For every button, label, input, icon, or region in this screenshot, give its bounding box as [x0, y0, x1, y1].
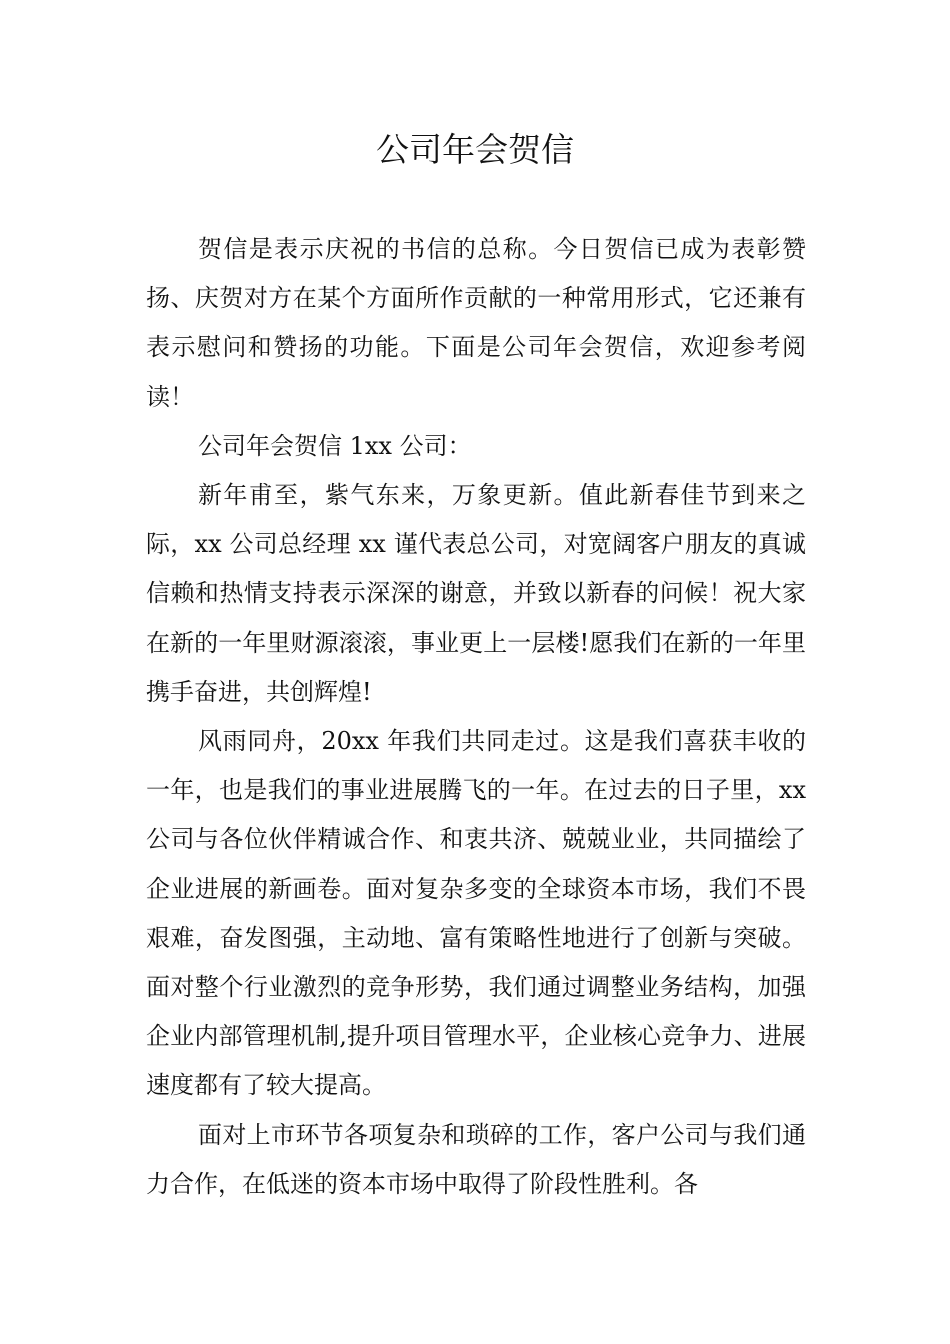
paragraph-year-review: 风雨同舟，20xx 年我们共同走过。这是我们喜获丰收的一年，也是我们的事业进展腾飞的一年。在过去的日子里，xx 公司与各位伙伴精诚合作、和衷共济、兢兢业业，共同描绘了企业进展的新画卷。面对复杂多变的全球资本市场，我们不畏艰难，奋发图强，主动地、富有策略性地进行了创新与突破。面对整个行业激烈的竞争形势，我们通过调整业务结构，加强企业内部管理机制,提升项目管理水平，企业核心竞争力、进展速度都有了较大提高。: [146, 727, 806, 1100]
document-title: 公司年会贺信: [376, 130, 574, 169]
paragraph-intro: 贺信是表示庆祝的书信的总称。今日贺信已成为表彰赞扬、庆贺对方在某个方面所作贡献的一种常用形式，它还兼有表示慰问和赞扬的功能。下面是公司年会贺信，欢迎参考阅读！: [146, 235, 806, 411]
document-body: [146, 225, 806, 1209]
paragraph-salutation: 公司年会贺信 1xx 公司：: [198, 431, 472, 460]
paragraph-listing-cooperation: 面对上市环节各项复杂和琐碎的工作，客户公司与我们通力合作，在低迷的资本市场中取得了阶段性胜利。各: [146, 1120, 806, 1198]
paragraph-new-year-greeting: 新年甫至，紫气东来，万象更新。值此新春佳节到来之际，xx 公司总经理 xx 谨代表总公司，对宽阔客户朋友的真诚信赖和热情支持表示深深的谢意，并致以新春的问候！祝大家在新的一年里财源滚滚，事业更上一层楼!愿我们在新的一年里携手奋进，共创辉煌!: [146, 481, 806, 706]
